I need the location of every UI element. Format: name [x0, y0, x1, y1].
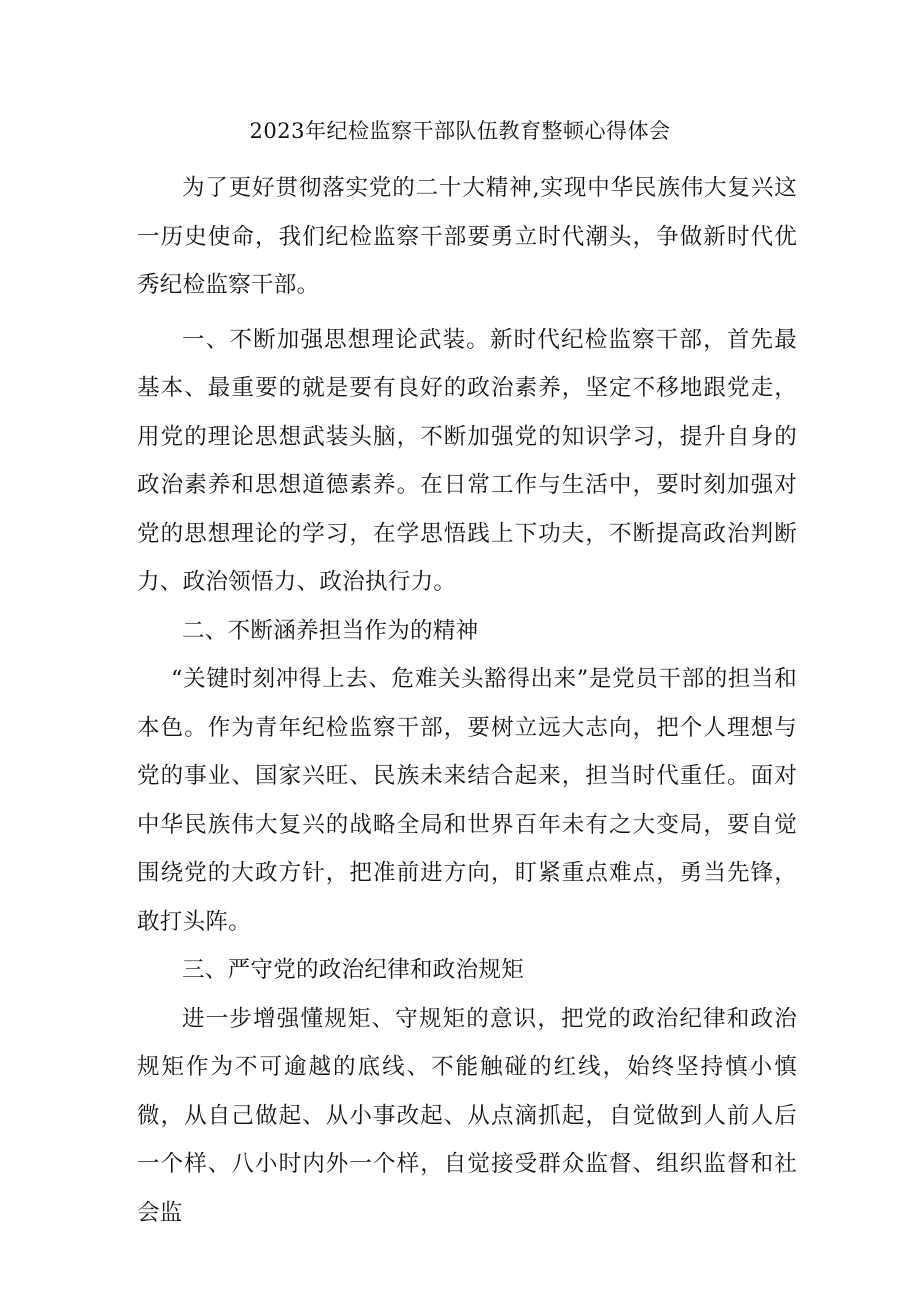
- paragraph-intro: 为了更好贯彻落实党的二十大精神,实现中华民族伟大复兴这一历史使命，我们纪检监察干部要勇立时代潮头，争做新时代优秀纪检监察干部。: [137, 175, 797, 298]
- section-heading-three: 三、严守党的政治纪律和政治规矩: [182, 957, 525, 983]
- document-body: [137, 164, 797, 1237]
- paragraph-section-one: 一、不断加强思想理论武装。新时代纪检监察干部，首先最基本、最重要的就是要有良好的政治素养，坚定不移地跟党走，用党的理论思想武装头脑，不断加强党的知识学习，提升自身的政治素养和思想道德素养。在日常工作与生活中，要时刻加强对党的思想理论的学习，在学思悟践上下功夫，不断提高政治判断力、政治领悟力、政治执行力。: [137, 326, 797, 595]
- paragraph-section-two: “关键时刻冲得上去、危难关头豁得出来”是党员干部的担当和本色。作为青年纪检监察干部，要树立远大志向，把个人理想与党的事业、国家兴旺、民族未来结合起来，担当时代重任。面对中华民族伟大复兴的战略全局和世界百年未有之大变局，要自觉围绕党的大政方针，把准前进方向，盯紧重点难点，勇当先锋，敢打头阵。: [137, 666, 797, 935]
- document-title: 2023年纪检监察干部队伍教育整顿心得体会: [249, 119, 671, 143]
- paragraph-section-three: 进一步增强懂规矩、守规矩的意识，把党的政治纪律和政治规矩作为不可逾越的底线、不能触碰的红线，始终坚持慎小慎微，从自己做起、从小事改起、从点滴抓起，自觉做到人前人后一个样、八小时内外一个样，自觉接受群众监督、组织监督和社会监: [137, 1005, 797, 1226]
- section-heading-two: 二、不断涵养担当作为的精神: [182, 617, 479, 644]
